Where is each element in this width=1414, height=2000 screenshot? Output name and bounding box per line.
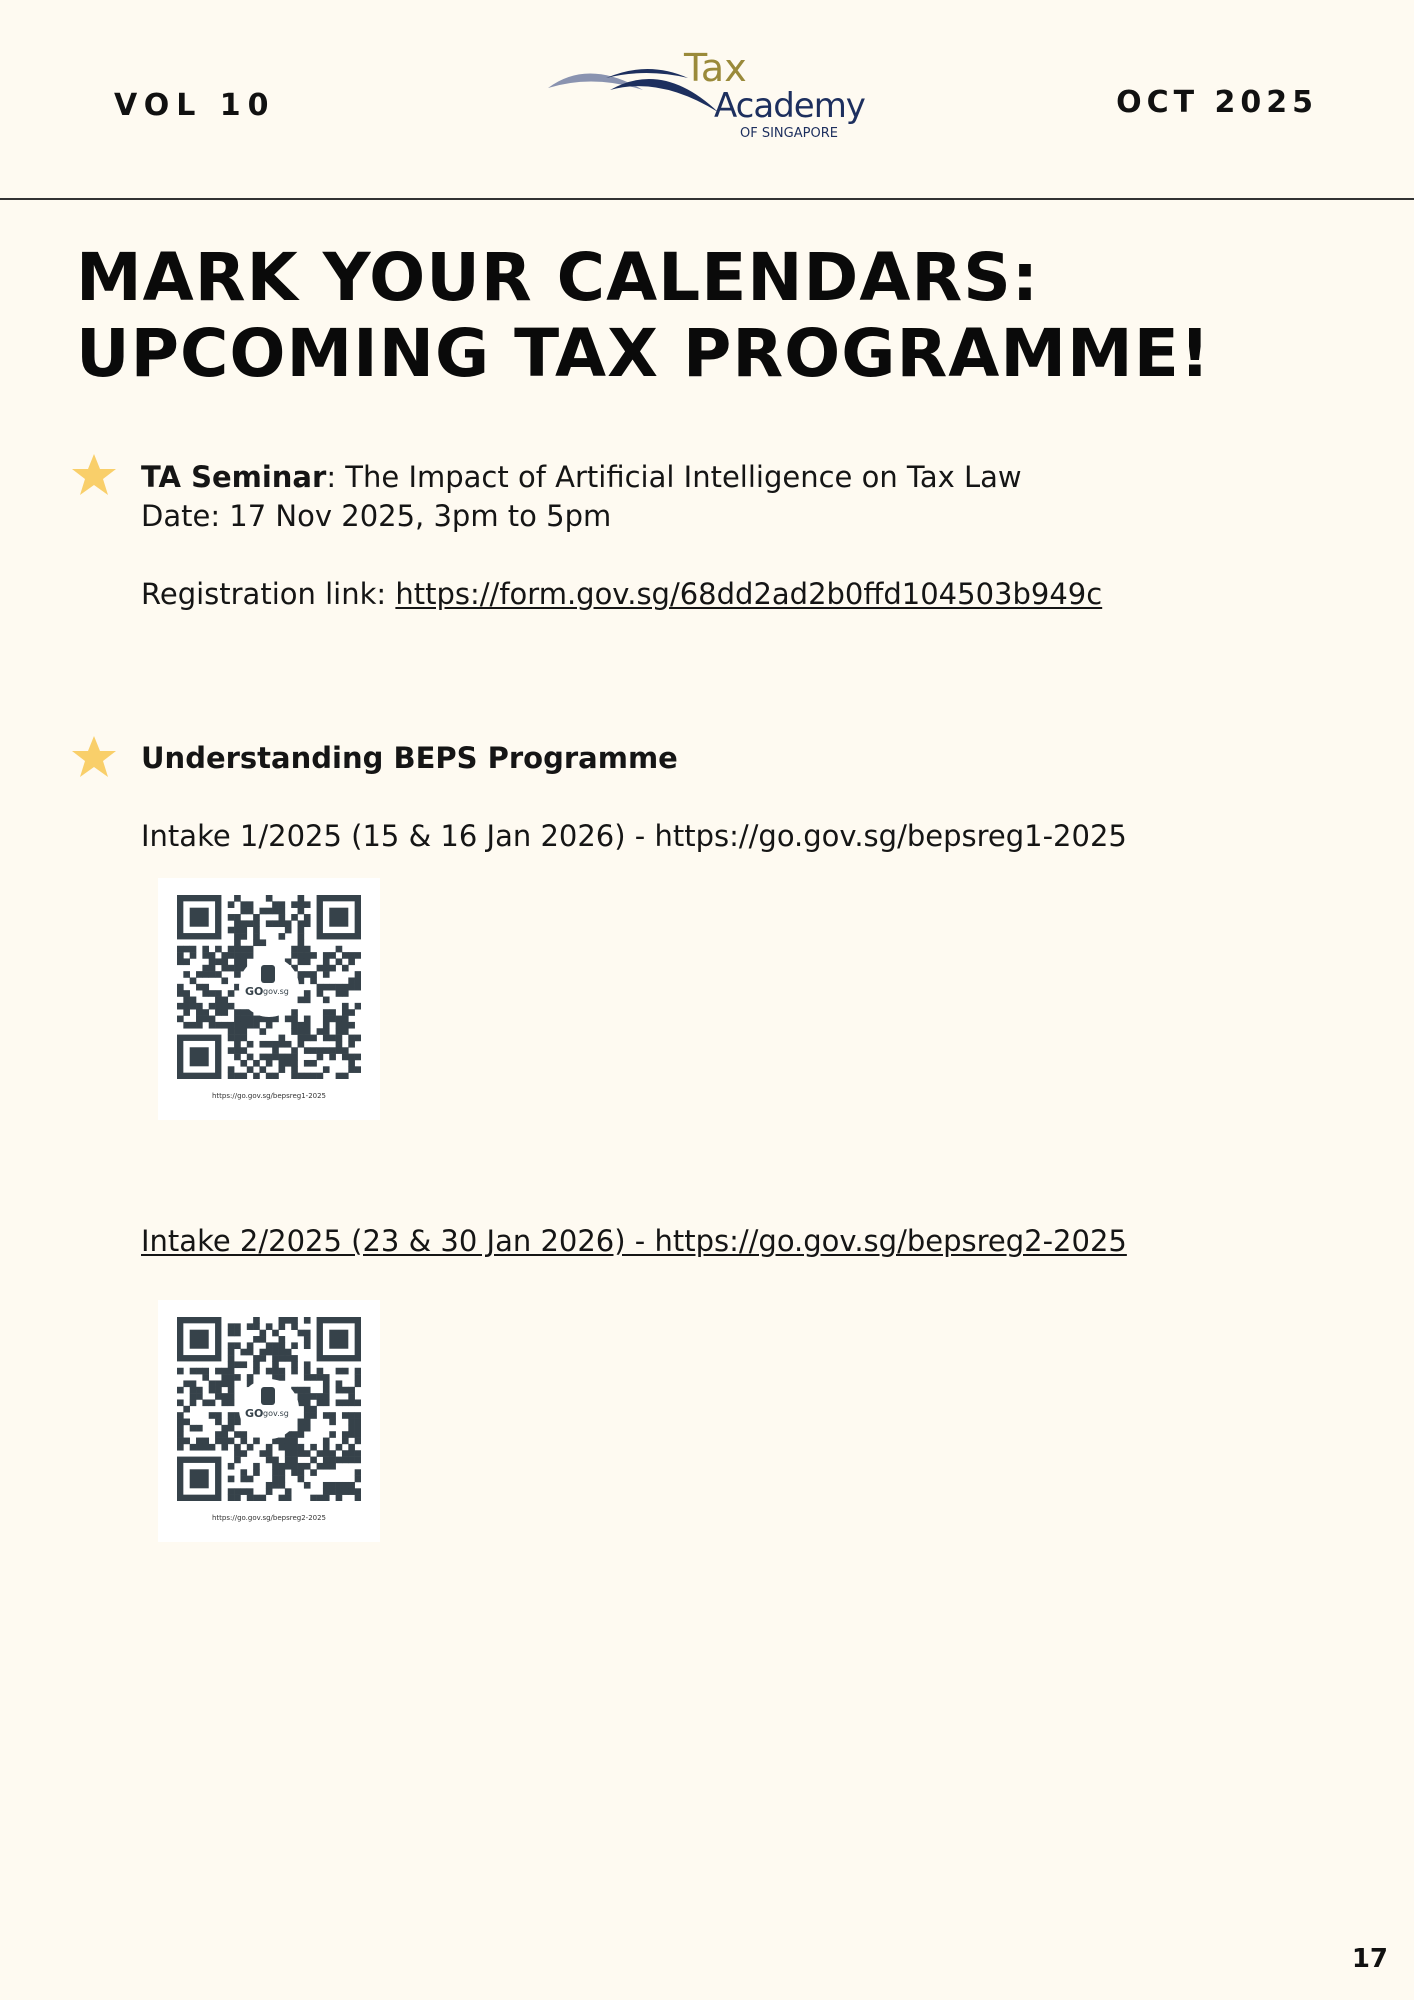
seminar-registration-line xyxy=(141,575,1102,614)
qr-brand-go: GO xyxy=(245,985,264,998)
qr-code-intake-1[interactable] xyxy=(158,878,380,1120)
logo-singapore-text: OF SINGAPORE xyxy=(740,126,838,141)
header-divider xyxy=(0,198,1414,200)
page-number: 17 xyxy=(1351,1944,1388,1974)
star-icon xyxy=(70,733,118,781)
seminar-title-line xyxy=(141,458,1102,497)
seminar-date: Date: 17 Nov 2025, 3pm to 5pm xyxy=(141,499,612,533)
qr-caption-intake-2: https://go.gov.sg/bepsreg2-2025 xyxy=(211,1514,327,1522)
volume-label: VOL 10 xyxy=(114,88,276,123)
registration-link[interactable]: https://form.gov.sg/68dd2ad2b0ffd104503b949c xyxy=(395,577,1103,611)
beps-programme-name: Understanding BEPS Programme xyxy=(141,741,678,775)
beps-heading xyxy=(141,739,678,778)
star-icon xyxy=(70,451,118,499)
qr-brand-suffix: gov.sg xyxy=(263,987,289,996)
intake-1-link[interactable]: Intake 1/2025 (15 & 16 Jan 2026) - https://go.gov.sg/bepsreg1-2025 xyxy=(141,819,1127,853)
qr-caption-intake-1: https://go.gov.sg/bepsreg1-2025 xyxy=(211,1092,327,1100)
qr-code-intake-2[interactable] xyxy=(158,1300,380,1542)
qr-brand-suffix: gov.sg xyxy=(263,1409,289,1418)
logo-tax-text: Tax xyxy=(684,46,747,90)
seminar-subtitle: : The Impact of Artificial Intelligence on Tax Law xyxy=(326,460,1022,494)
issue-date: OCT 2025 xyxy=(1116,85,1318,120)
page-title-line-1: MARK YOUR CALENDARS: xyxy=(76,239,1040,316)
page-title xyxy=(76,240,1211,392)
intake-2-link[interactable]: Intake 2/2025 (23 & 30 Jan 2026) - https://go.gov.sg/bepsreg2-2025 xyxy=(141,1224,1127,1258)
seminar-block xyxy=(141,458,1102,614)
page-title-line-2: UPCOMING TAX PROGRAMME! xyxy=(76,315,1211,392)
seminar-name: TA Seminar xyxy=(141,460,327,494)
logo-academy-text: Academy xyxy=(714,86,865,126)
tax-academy-logo[interactable] xyxy=(548,46,868,150)
registration-label: Registration link: xyxy=(141,577,396,611)
qr-brand-go: GO xyxy=(245,1407,264,1420)
